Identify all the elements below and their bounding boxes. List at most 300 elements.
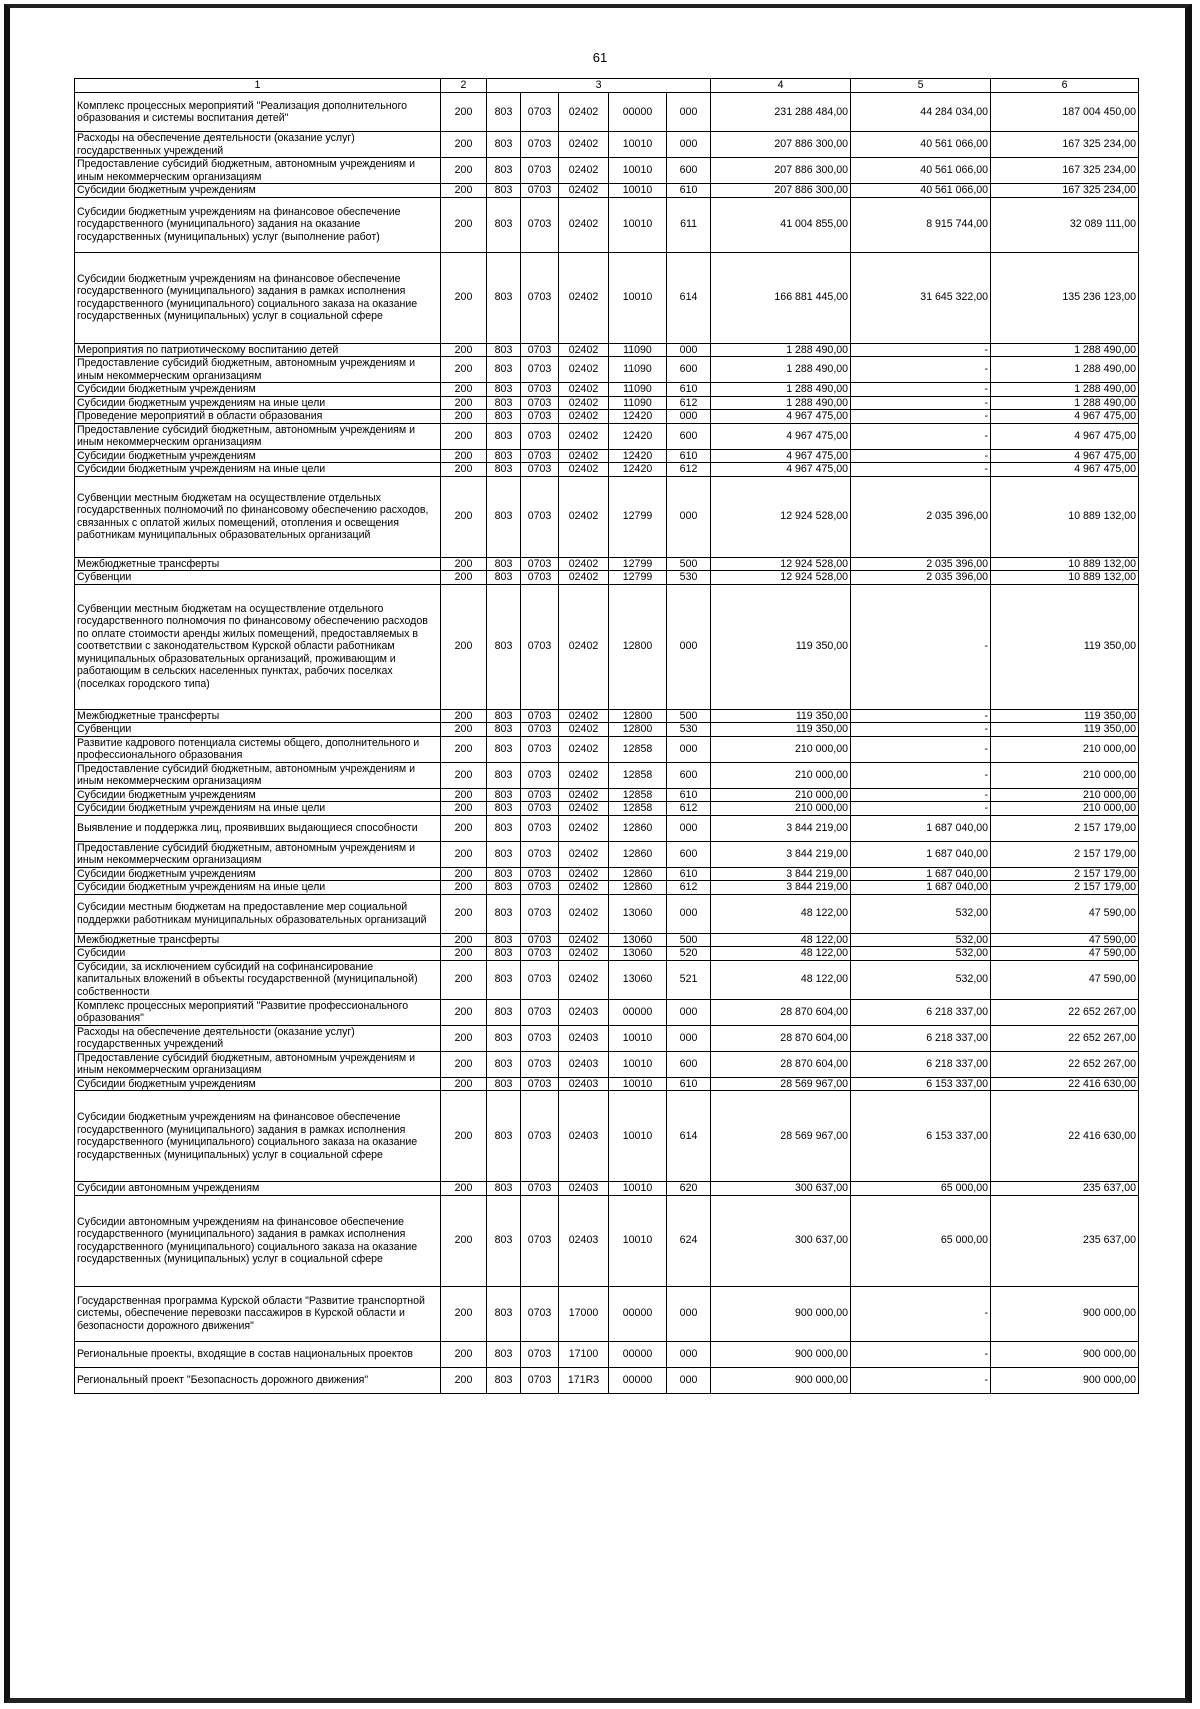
row-program-code: 02403 [559,1051,609,1077]
row-program-code: 02402 [559,709,609,723]
row-program-code: 02402 [559,449,609,463]
row-name: Субвенции местным бюджетам на осуществление отдельных государственных полномочий по финансовому обеспечению расходов, связанных с оплатой жилых помещений, отопления и освещения работникам муниципальных образовательных организаций [75,476,441,557]
row-admin-code: 200 [441,343,487,357]
row-name: Субвенции [75,571,441,585]
row-admin-code: 200 [441,410,487,424]
row-expense-type: 600 [667,1051,711,1077]
row-amount-col5: - [851,584,991,709]
table-row [75,158,1139,184]
row-amount-total: 210 000,00 [711,802,851,816]
row-amount-total: 4 967 475,00 [711,410,851,424]
row-name: Предоставление субсидий бюджетным, автономным учреждениям и иным некоммерческим организациям [75,423,441,449]
row-section-code: 803 [487,1195,521,1286]
table-row [75,383,1139,397]
row-section-code: 803 [487,815,521,841]
row-amount-col5: - [851,383,991,397]
row-amount-col6: 2 157 179,00 [991,881,1139,895]
row-section-code: 803 [487,396,521,410]
table-row [75,449,1139,463]
row-name: Выявление и поддержка лиц, проявивших выдающиеся способности [75,815,441,841]
row-program-code: 02402 [559,815,609,841]
row-direction-code: 12420 [609,423,667,449]
row-direction-code: 10010 [609,184,667,198]
row-amount-col6: 119 350,00 [991,709,1139,723]
row-amount-col6: 10 889 132,00 [991,571,1139,585]
row-direction-code: 12799 [609,571,667,585]
row-amount-col6: 900 000,00 [991,1286,1139,1341]
row-section-code: 803 [487,1051,521,1077]
row-section-code: 803 [487,999,521,1025]
row-name: Региональные проекты, входящие в состав национальных проектов [75,1341,441,1367]
row-amount-total: 12 924 528,00 [711,557,851,571]
row-admin-code: 200 [441,960,487,999]
row-expense-type: 612 [667,463,711,477]
row-direction-code: 12858 [609,788,667,802]
row-direction-code: 11090 [609,383,667,397]
row-expense-type: 610 [667,788,711,802]
row-direction-code: 00000 [609,1341,667,1367]
row-amount-col6: 22 652 267,00 [991,999,1139,1025]
row-amount-col5: 6 153 337,00 [851,1091,991,1182]
row-section-code: 803 [487,736,521,762]
row-program-code: 02402 [559,197,609,252]
row-name: Межбюджетные трансферты [75,709,441,723]
row-amount-col5: 8 915 744,00 [851,197,991,252]
row-name: Субсидии бюджетным учреждениям [75,449,441,463]
row-admin-code: 200 [441,723,487,737]
row-program-code: 02402 [559,132,609,158]
row-amount-col5: 40 561 066,00 [851,132,991,158]
row-program-code: 02403 [559,1025,609,1051]
row-subsection-code: 0703 [521,947,559,961]
row-expense-type: 000 [667,1367,711,1393]
row-subsection-code: 0703 [521,158,559,184]
row-section-code: 803 [487,802,521,816]
table-row [75,357,1139,383]
row-name: Межбюджетные трансферты [75,933,441,947]
row-subsection-code: 0703 [521,999,559,1025]
row-expense-type: 600 [667,357,711,383]
row-amount-col5: 1 687 040,00 [851,867,991,881]
row-admin-code: 200 [441,1195,487,1286]
table-row [75,423,1139,449]
row-amount-col6: 235 637,00 [991,1182,1139,1196]
row-section-code: 803 [487,584,521,709]
row-subsection-code: 0703 [521,132,559,158]
row-expense-type: 500 [667,709,711,723]
header-col-1: 1 [75,79,441,93]
row-amount-col5: 532,00 [851,947,991,961]
row-expense-type: 000 [667,343,711,357]
row-section-code: 803 [487,894,521,933]
row-direction-code: 12420 [609,449,667,463]
table-row [75,93,1139,132]
row-amount-col5: 532,00 [851,894,991,933]
row-section-code: 803 [487,343,521,357]
row-section-code: 803 [487,383,521,397]
row-expense-type: 611 [667,197,711,252]
table-row [75,999,1139,1025]
row-amount-total: 3 844 219,00 [711,881,851,895]
row-amount-total: 4 967 475,00 [711,423,851,449]
row-name: Расходы на обеспечение деятельности (оказание услуг) государственных учреждений [75,132,441,158]
row-section-code: 803 [487,1077,521,1091]
row-section-code: 803 [487,1091,521,1182]
row-amount-total: 119 350,00 [711,584,851,709]
row-amount-total: 1 288 490,00 [711,357,851,383]
row-amount-col6: 47 590,00 [991,960,1139,999]
row-amount-col5: - [851,709,991,723]
table-row [75,1077,1139,1091]
table-row [75,410,1139,424]
row-amount-col6: 210 000,00 [991,802,1139,816]
row-admin-code: 200 [441,449,487,463]
row-name: Проведение мероприятий в области образования [75,410,441,424]
row-direction-code: 11090 [609,357,667,383]
row-direction-code: 12858 [609,762,667,788]
row-amount-total: 210 000,00 [711,736,851,762]
table-row [75,867,1139,881]
row-subsection-code: 0703 [521,1025,559,1051]
row-amount-col6: 210 000,00 [991,736,1139,762]
row-amount-total: 900 000,00 [711,1341,851,1367]
row-amount-total: 28 870 604,00 [711,1025,851,1051]
row-expense-type: 000 [667,93,711,132]
row-expense-type: 612 [667,881,711,895]
row-expense-type: 530 [667,723,711,737]
row-program-code: 02402 [559,423,609,449]
row-name: Межбюджетные трансферты [75,557,441,571]
table-row [75,802,1139,816]
row-amount-col6: 1 288 490,00 [991,343,1139,357]
row-admin-code: 200 [441,894,487,933]
table-body [75,93,1139,1394]
row-expense-type: 000 [667,1341,711,1367]
row-amount-col5: 6 218 337,00 [851,1051,991,1077]
row-admin-code: 200 [441,709,487,723]
row-amount-col6: 2 157 179,00 [991,815,1139,841]
budget-table [74,78,1139,1394]
row-expense-type: 610 [667,383,711,397]
header-col-4: 4 [711,79,851,93]
row-direction-code: 13060 [609,894,667,933]
row-section-code: 803 [487,841,521,867]
row-amount-total: 48 122,00 [711,960,851,999]
row-direction-code: 10010 [609,158,667,184]
row-program-code: 02402 [559,947,609,961]
row-amount-total: 12 924 528,00 [711,571,851,585]
row-program-code: 02402 [559,881,609,895]
row-program-code: 02403 [559,999,609,1025]
row-program-code: 02402 [559,410,609,424]
row-program-code: 02402 [559,93,609,132]
row-subsection-code: 0703 [521,571,559,585]
row-section-code: 803 [487,1367,521,1393]
row-direction-code: 00000 [609,999,667,1025]
row-direction-code: 12800 [609,709,667,723]
row-amount-col6: 32 089 111,00 [991,197,1139,252]
row-program-code: 17000 [559,1286,609,1341]
row-expense-type: 530 [667,571,711,585]
row-amount-col6: 1 288 490,00 [991,357,1139,383]
row-amount-total: 210 000,00 [711,788,851,802]
row-amount-col5: - [851,463,991,477]
row-admin-code: 200 [441,1051,487,1077]
row-name: Субсидии бюджетным учреждениям [75,788,441,802]
row-admin-code: 200 [441,815,487,841]
row-admin-code: 200 [441,476,487,557]
row-program-code: 02402 [559,357,609,383]
table-row [75,723,1139,737]
row-subsection-code: 0703 [521,383,559,397]
row-amount-total: 207 886 300,00 [711,158,851,184]
row-amount-col5: 6 218 337,00 [851,1025,991,1051]
table-row [75,557,1139,571]
row-direction-code: 11090 [609,343,667,357]
row-name: Мероприятия по патриотическому воспитанию детей [75,343,441,357]
row-admin-code: 200 [441,933,487,947]
row-subsection-code: 0703 [521,960,559,999]
page-number: 61 [592,50,608,65]
row-subsection-code: 0703 [521,1182,559,1196]
row-amount-total: 1 288 490,00 [711,396,851,410]
row-amount-col5: 1 687 040,00 [851,841,991,867]
row-amount-col5: 1 687 040,00 [851,815,991,841]
row-amount-col6: 47 590,00 [991,947,1139,961]
table-row [75,1195,1139,1286]
row-expense-type: 612 [667,802,711,816]
row-direction-code: 12860 [609,867,667,881]
row-admin-code: 200 [441,423,487,449]
row-program-code: 02403 [559,1195,609,1286]
row-direction-code: 10010 [609,1025,667,1051]
row-section-code: 803 [487,423,521,449]
row-program-code: 02403 [559,1091,609,1182]
row-direction-code: 10010 [609,1051,667,1077]
row-program-code: 02402 [559,723,609,737]
row-section-code: 803 [487,881,521,895]
row-admin-code: 200 [441,557,487,571]
row-amount-col5: 2 035 396,00 [851,571,991,585]
row-name: Региональный проект "Безопасность дорожного движения" [75,1367,441,1393]
table-row [75,762,1139,788]
row-expense-type: 614 [667,252,711,343]
row-expense-type: 610 [667,184,711,198]
row-admin-code: 200 [441,357,487,383]
row-amount-col6: 4 967 475,00 [991,449,1139,463]
row-subsection-code: 0703 [521,396,559,410]
row-subsection-code: 0703 [521,788,559,802]
row-name: Субсидии бюджетным учреждениям на финансовое обеспечение государственного (муниципального) задания в рамках исполнения государственного (муниципального) социального заказа на оказание государственных (муниципальных) услуг в социальной сфере [75,1091,441,1182]
row-section-code: 803 [487,723,521,737]
row-amount-col6: 187 004 450,00 [991,93,1139,132]
row-amount-col6: 167 325 234,00 [991,132,1139,158]
row-admin-code: 200 [441,762,487,788]
row-program-code: 02402 [559,184,609,198]
row-name: Субсидии бюджетным учреждениям на финансовое обеспечение государственного (муниципального) задания на оказание государственных (муниципальных) услуг (выполнение работ) [75,197,441,252]
row-subsection-code: 0703 [521,736,559,762]
row-section-code: 803 [487,933,521,947]
row-amount-total: 119 350,00 [711,709,851,723]
row-subsection-code: 0703 [521,933,559,947]
row-name: Субсидии бюджетным учреждениям [75,1077,441,1091]
row-direction-code: 10010 [609,1077,667,1091]
row-subsection-code: 0703 [521,476,559,557]
row-admin-code: 200 [441,93,487,132]
row-amount-col5: 2 035 396,00 [851,476,991,557]
row-subsection-code: 0703 [521,762,559,788]
row-program-code: 02402 [559,960,609,999]
row-amount-col6: 47 590,00 [991,933,1139,947]
table-row [75,815,1139,841]
row-subsection-code: 0703 [521,1286,559,1341]
row-name: Субсидии бюджетным учреждениям на иные цели [75,802,441,816]
row-amount-col6: 235 637,00 [991,1195,1139,1286]
row-amount-col5: - [851,343,991,357]
row-program-code: 02402 [559,788,609,802]
row-section-code: 803 [487,1341,521,1367]
table-row [75,933,1139,947]
row-expense-type: 000 [667,132,711,158]
row-expense-type: 600 [667,841,711,867]
row-admin-code: 200 [441,252,487,343]
row-section-code: 803 [487,788,521,802]
row-subsection-code: 0703 [521,423,559,449]
row-expense-type: 610 [667,867,711,881]
row-direction-code: 00000 [609,1286,667,1341]
row-section-code: 803 [487,252,521,343]
row-subsection-code: 0703 [521,867,559,881]
row-expense-type: 600 [667,158,711,184]
row-expense-type: 000 [667,736,711,762]
row-admin-code: 200 [441,1025,487,1051]
row-amount-col6: 900 000,00 [991,1367,1139,1393]
row-subsection-code: 0703 [521,410,559,424]
row-direction-code: 12800 [609,723,667,737]
row-admin-code: 200 [441,736,487,762]
row-amount-total: 48 122,00 [711,947,851,961]
row-amount-total: 900 000,00 [711,1286,851,1341]
row-amount-total: 166 881 445,00 [711,252,851,343]
row-amount-col5: 1 687 040,00 [851,881,991,895]
row-direction-code: 13060 [609,933,667,947]
row-admin-code: 200 [441,802,487,816]
row-amount-col6: 119 350,00 [991,584,1139,709]
row-name: Развитие кадрового потенциала системы общего, дополнительного и профессионального образования [75,736,441,762]
table-row [75,1091,1139,1182]
row-amount-col5: 6 218 337,00 [851,999,991,1025]
row-name: Государственная программа Курской области "Развитие транспортной системы, обеспечение перевозки пассажиров в Курской области и безопасности дорожного движения" [75,1286,441,1341]
row-subsection-code: 0703 [521,881,559,895]
row-admin-code: 200 [441,383,487,397]
row-amount-col6: 167 325 234,00 [991,184,1139,198]
row-expense-type: 000 [667,476,711,557]
header-col-3: 3 [487,79,711,93]
row-admin-code: 200 [441,132,487,158]
row-admin-code: 200 [441,463,487,477]
row-expense-type: 000 [667,1025,711,1051]
row-amount-col6: 47 590,00 [991,894,1139,933]
row-section-code: 803 [487,1182,521,1196]
row-amount-col5: - [851,1286,991,1341]
row-expense-type: 600 [667,423,711,449]
row-name: Субсидии местным бюджетам на предоставление мер социальной поддержки работникам муниципальных образовательных организаций [75,894,441,933]
row-program-code: 02402 [559,158,609,184]
row-amount-col5: 44 284 034,00 [851,93,991,132]
row-program-code: 02402 [559,762,609,788]
row-amount-col5: - [851,762,991,788]
row-expense-type: 614 [667,1091,711,1182]
row-subsection-code: 0703 [521,1077,559,1091]
row-section-code: 803 [487,867,521,881]
row-expense-type: 000 [667,584,711,709]
row-program-code: 17100 [559,1341,609,1367]
row-name: Субсидии бюджетным учреждениям на иные цели [75,396,441,410]
row-section-code: 803 [487,476,521,557]
row-expense-type: 000 [667,410,711,424]
row-amount-col5: - [851,736,991,762]
row-amount-col5: 65 000,00 [851,1182,991,1196]
row-admin-code: 200 [441,1341,487,1367]
table-header [75,79,1139,93]
row-amount-col6: 2 157 179,00 [991,867,1139,881]
row-program-code: 02402 [559,894,609,933]
row-name: Субсидии бюджетным учреждениям [75,867,441,881]
row-subsection-code: 0703 [521,252,559,343]
row-subsection-code: 0703 [521,1091,559,1182]
row-amount-total: 900 000,00 [711,1367,851,1393]
table-row [75,736,1139,762]
row-amount-total: 1 288 490,00 [711,383,851,397]
table-row [75,252,1139,343]
row-name: Субвенции [75,723,441,737]
row-subsection-code: 0703 [521,802,559,816]
row-section-code: 803 [487,960,521,999]
row-direction-code: 12799 [609,476,667,557]
row-subsection-code: 0703 [521,584,559,709]
row-expense-type: 000 [667,999,711,1025]
row-admin-code: 200 [441,571,487,585]
row-expense-type: 612 [667,396,711,410]
row-admin-code: 200 [441,584,487,709]
row-subsection-code: 0703 [521,184,559,198]
row-program-code: 02402 [559,383,609,397]
row-program-code: 02403 [559,1182,609,1196]
row-amount-total: 28 569 967,00 [711,1091,851,1182]
row-direction-code: 10010 [609,252,667,343]
row-amount-col6: 210 000,00 [991,762,1139,788]
row-amount-total: 231 288 484,00 [711,93,851,132]
row-amount-total: 300 637,00 [711,1182,851,1196]
row-amount-col5: - [851,723,991,737]
row-name: Субсидии автономным учреждениям на финансовое обеспечение государственного (муниципального) задания в рамках исполнения государственного (муниципального) социального заказа на оказание государственных (муниципальных) услуг в социальной сфере [75,1195,441,1286]
row-direction-code: 12858 [609,802,667,816]
row-program-code: 02402 [559,571,609,585]
row-amount-col6: 119 350,00 [991,723,1139,737]
row-subsection-code: 0703 [521,1051,559,1077]
table-row [75,841,1139,867]
row-amount-col5: 532,00 [851,960,991,999]
row-expense-type: 000 [667,1286,711,1341]
table-row [75,1286,1139,1341]
row-section-code: 803 [487,132,521,158]
row-amount-col6: 1 288 490,00 [991,383,1139,397]
row-program-code: 02402 [559,463,609,477]
header-col-6: 6 [991,79,1139,93]
row-admin-code: 200 [441,158,487,184]
row-subsection-code: 0703 [521,894,559,933]
row-amount-col5: - [851,423,991,449]
